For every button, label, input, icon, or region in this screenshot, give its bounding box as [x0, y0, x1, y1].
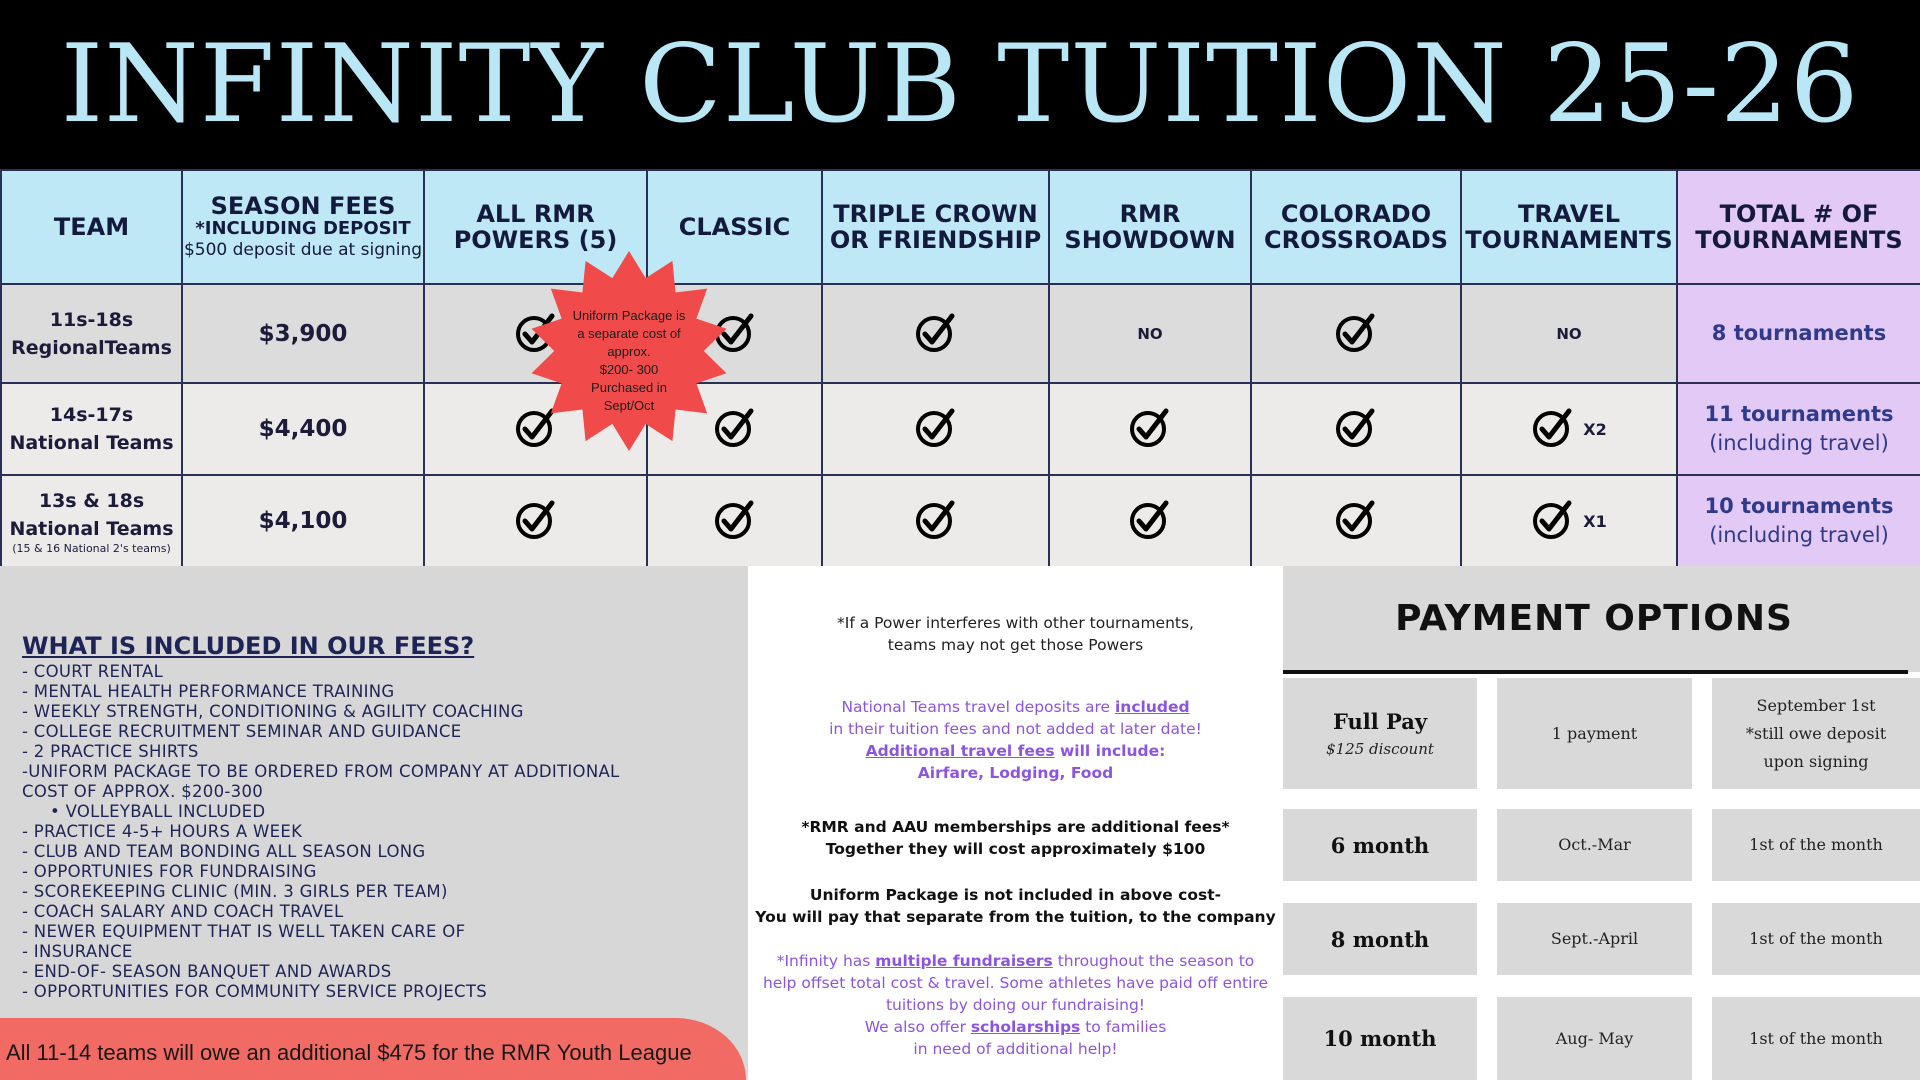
team-cell	[1, 475, 182, 567]
team-note: (15 & 16 National 2's teams)	[12, 542, 171, 555]
table-row	[1, 475, 1920, 567]
note-emphasis: Additional travel fees	[865, 742, 1055, 760]
note-line: tuitions by doing our fundraising!	[885, 996, 1146, 1014]
payment-count-cell	[1497, 678, 1692, 789]
payment-count-cell	[1497, 903, 1692, 975]
list-item: - INSURANCE	[22, 942, 133, 961]
note-line: *Infinity has	[776, 952, 876, 970]
payment-plan-cell	[1283, 997, 1477, 1080]
note-emphasis: scholarships	[970, 1018, 1081, 1036]
payment-due-cell	[1712, 809, 1920, 881]
check-icon	[1334, 310, 1378, 358]
note-line: National Teams travel deposits are	[841, 698, 1115, 716]
check-icon	[914, 497, 958, 545]
check-cell	[1251, 383, 1461, 475]
check-cell	[1049, 475, 1251, 567]
plan-due: *still owe deposit	[1745, 723, 1887, 743]
plan-discount: $125 discount	[1326, 740, 1434, 758]
check-icon	[713, 497, 757, 545]
check-cell	[822, 284, 1049, 383]
list-item: - WEEKLY STRENGTH, CONDITIONING & AGILITY COACHING	[22, 702, 524, 721]
total-cell: 8 tournaments	[1677, 284, 1920, 383]
payment-count-cell	[1497, 997, 1692, 1080]
check-cell	[1049, 383, 1251, 475]
included-list	[22, 662, 712, 1002]
payment-plan-cell	[1283, 809, 1477, 881]
notes-panel	[748, 566, 1283, 1080]
note-line: You will pay that separate from the tuition, to the company	[755, 908, 1276, 926]
plan-due: upon signing	[1763, 751, 1869, 771]
plan-payments: Oct.-Mar	[1558, 835, 1631, 854]
plan-due: September 1st	[1756, 695, 1876, 715]
total-note: (including travel)	[1709, 523, 1889, 547]
note-line: to families	[1080, 1018, 1167, 1036]
list-item: - PRACTICE 4-5+ HOURS A WEEK	[22, 822, 303, 841]
plan-label: 6 month	[1330, 832, 1430, 858]
team-type: National Teams	[9, 432, 174, 454]
header-season-fees-note: $500 deposit due at signing	[183, 240, 423, 260]
check-icon	[1531, 497, 1575, 545]
note-line: Uniform Package is not included in above cost-	[809, 886, 1222, 904]
total-count: 10 tournaments	[1704, 494, 1894, 518]
check-icon	[1128, 405, 1172, 453]
plan-label: Full Pay	[1332, 709, 1428, 734]
check-icon	[1531, 405, 1575, 453]
check-cell	[1251, 475, 1461, 567]
check-cell	[1461, 475, 1677, 567]
list-item: - OPPORTUNITIES FOR COMMUNITY SERVICE PROJECTS	[22, 982, 488, 1001]
header-total: TOTAL # OF TOURNAMENTS	[1677, 170, 1920, 284]
badge-line: approx.	[607, 344, 651, 359]
note-line: throughout the season to	[1052, 952, 1255, 970]
included-title: WHAT IS INCLUDED IN OUR FEES?	[22, 632, 475, 660]
travel-multiplier: X1	[1583, 511, 1607, 531]
plan-payments: Sept.-April	[1550, 929, 1639, 948]
list-item: - 2 PRACTICE SHIRTS	[22, 742, 199, 761]
list-item: - NEWER EQUIPMENT THAT IS WELL TAKEN CARE OF	[22, 922, 466, 941]
list-item: - OPPORTUNIES FOR FUNDRAISING	[22, 862, 317, 881]
badge-line: a separate cost of	[577, 326, 681, 341]
total-note: (including travel)	[1709, 431, 1889, 455]
page-title: INFINITY CLUB TUITION 25-26	[60, 22, 1860, 147]
header-colorado: COLORADO CROSSROADS	[1251, 170, 1461, 284]
table-row	[1, 284, 1920, 383]
note-line: Airfare, Lodging, Food	[917, 764, 1114, 782]
note-line: help offset total cost & travel. Some athletes have paid off entire	[762, 974, 1268, 992]
check-icon	[914, 405, 958, 453]
list-item: - CLUB AND TEAM BONDING ALL SEASON LONG	[22, 842, 426, 861]
plan-payments: Aug- May	[1555, 1028, 1634, 1048]
check-icon	[1334, 405, 1378, 453]
header-triple-crown: TRIPLE CROWN OR FRIENDSHIP	[822, 170, 1049, 284]
team-type: National Teams	[9, 518, 174, 540]
payment-count-cell	[1497, 809, 1692, 881]
badge-line: $200- 300	[599, 362, 659, 377]
note-line: in need of additional help!	[913, 1040, 1118, 1058]
team-age: 13s & 18s	[38, 490, 145, 512]
header-classic: CLASSIC	[647, 170, 822, 284]
note-line: Together they will cost approximately $100	[825, 840, 1206, 858]
header-team: TEAM	[1, 170, 182, 284]
payment-title: PAYMENT OPTIONS	[1395, 598, 1793, 639]
no-cell: NO	[1461, 284, 1677, 383]
uniform-badge-text	[553, 307, 705, 415]
list-item: - END-OF- SEASON BANQUET AND AWARDS	[22, 962, 392, 981]
check-cell	[822, 383, 1049, 475]
payment-panel	[1283, 566, 1920, 1080]
membership-note	[748, 816, 1283, 860]
travel-note	[748, 696, 1283, 784]
badge-line: Purchased in	[591, 380, 667, 395]
payment-plan-cell	[1283, 678, 1477, 789]
fee-cell: $4,400	[182, 383, 424, 475]
fundraiser-note	[748, 950, 1283, 1060]
plan-label: 10 month	[1323, 1026, 1437, 1051]
total-count: 11 tournaments	[1704, 402, 1894, 426]
payment-due-cell	[1712, 678, 1920, 789]
check-icon	[1334, 497, 1378, 545]
header-season-fees-sub: *INCLUDING DEPOSIT	[195, 218, 411, 239]
team-cell	[1, 383, 182, 475]
payment-due-cell	[1712, 903, 1920, 975]
team-age: 11s-18s	[49, 308, 134, 331]
check-icon	[514, 497, 558, 545]
note-emphasis: included	[1114, 698, 1190, 716]
list-item: - COACH SALARY AND COACH TRAVEL	[22, 902, 344, 921]
team-age: 14s-17s	[49, 404, 134, 426]
plan-due: 1st of the month	[1749, 1028, 1883, 1048]
list-item: • VOLLEYBALL INCLUDED	[50, 802, 266, 821]
included-panel	[0, 566, 748, 1080]
plan-payments: 1 payment	[1551, 723, 1638, 743]
payment-due-cell	[1712, 997, 1920, 1080]
list-item: -UNIFORM PACKAGE TO BE ORDERED FROM COMPANY AT ADDITIONAL	[22, 762, 620, 781]
header-season-fees-label: SEASON FEES	[210, 192, 396, 220]
table-header-row	[1, 170, 1920, 284]
no-cell: NO	[1049, 284, 1251, 383]
title-banner	[0, 0, 1920, 169]
plan-due: 1st of the month	[1749, 929, 1883, 948]
check-icon	[1128, 497, 1172, 545]
payment-plan-cell	[1283, 903, 1477, 975]
note-line: in their tuition fees and not added at later date!	[829, 720, 1202, 738]
check-cell	[1251, 284, 1461, 383]
header-season-fees	[182, 170, 424, 284]
power-note	[748, 612, 1283, 656]
fee-cell: $3,900	[182, 284, 424, 383]
note-line: We also offer	[864, 1018, 971, 1036]
check-icon	[914, 310, 958, 358]
note-emphasis: multiple fundraisers	[875, 952, 1053, 970]
badge-line: Sept/Oct	[603, 398, 655, 413]
check-cell	[1461, 383, 1677, 475]
header-rmr-showdown: RMR SHOWDOWN	[1049, 170, 1251, 284]
fee-cell: $4,100	[182, 475, 424, 567]
list-item: - SCOREKEEPING CLINIC (MIN. 3 GIRLS PER TEAM)	[22, 882, 448, 901]
header-travel: TRAVEL TOURNAMENTS	[1461, 170, 1677, 284]
team-cell	[1, 284, 182, 383]
note-line: will include:	[1054, 742, 1166, 760]
note-line: teams may not get those Powers	[887, 636, 1144, 654]
list-item: COST OF APPROX. $200-300	[22, 782, 264, 801]
payment-divider	[1283, 670, 1908, 674]
check-cell	[424, 475, 647, 567]
note-line: *RMR and AAU memberships are additional fees*	[801, 818, 1230, 836]
check-cell	[647, 475, 822, 567]
tuition-table	[0, 169, 1920, 568]
total-cell	[1677, 475, 1920, 567]
list-item: - COURT RENTAL	[22, 662, 164, 681]
check-cell	[822, 475, 1049, 567]
table-row	[1, 383, 1920, 475]
league-note: All 11-14 teams will owe an additional $475 for the RMR Youth League	[6, 1040, 692, 1065]
uniform-note	[748, 884, 1283, 928]
total-cell	[1677, 383, 1920, 475]
travel-multiplier: X2	[1583, 419, 1607, 439]
plan-due: 1st of the month	[1749, 835, 1883, 854]
note-line: *If a Power interferes with other tournaments,	[837, 614, 1194, 632]
plan-label: 8 month	[1330, 926, 1430, 952]
list-item: - COLLEGE RECRUITMENT SEMINAR AND GUIDANCE	[22, 722, 462, 741]
header-all-rmr: ALL RMR POWERS (5)	[424, 170, 647, 284]
team-type: RegionalTeams	[11, 336, 172, 359]
badge-line: Uniform Package is	[572, 308, 686, 323]
list-item: - MENTAL HEALTH PERFORMANCE TRAINING	[22, 682, 395, 701]
